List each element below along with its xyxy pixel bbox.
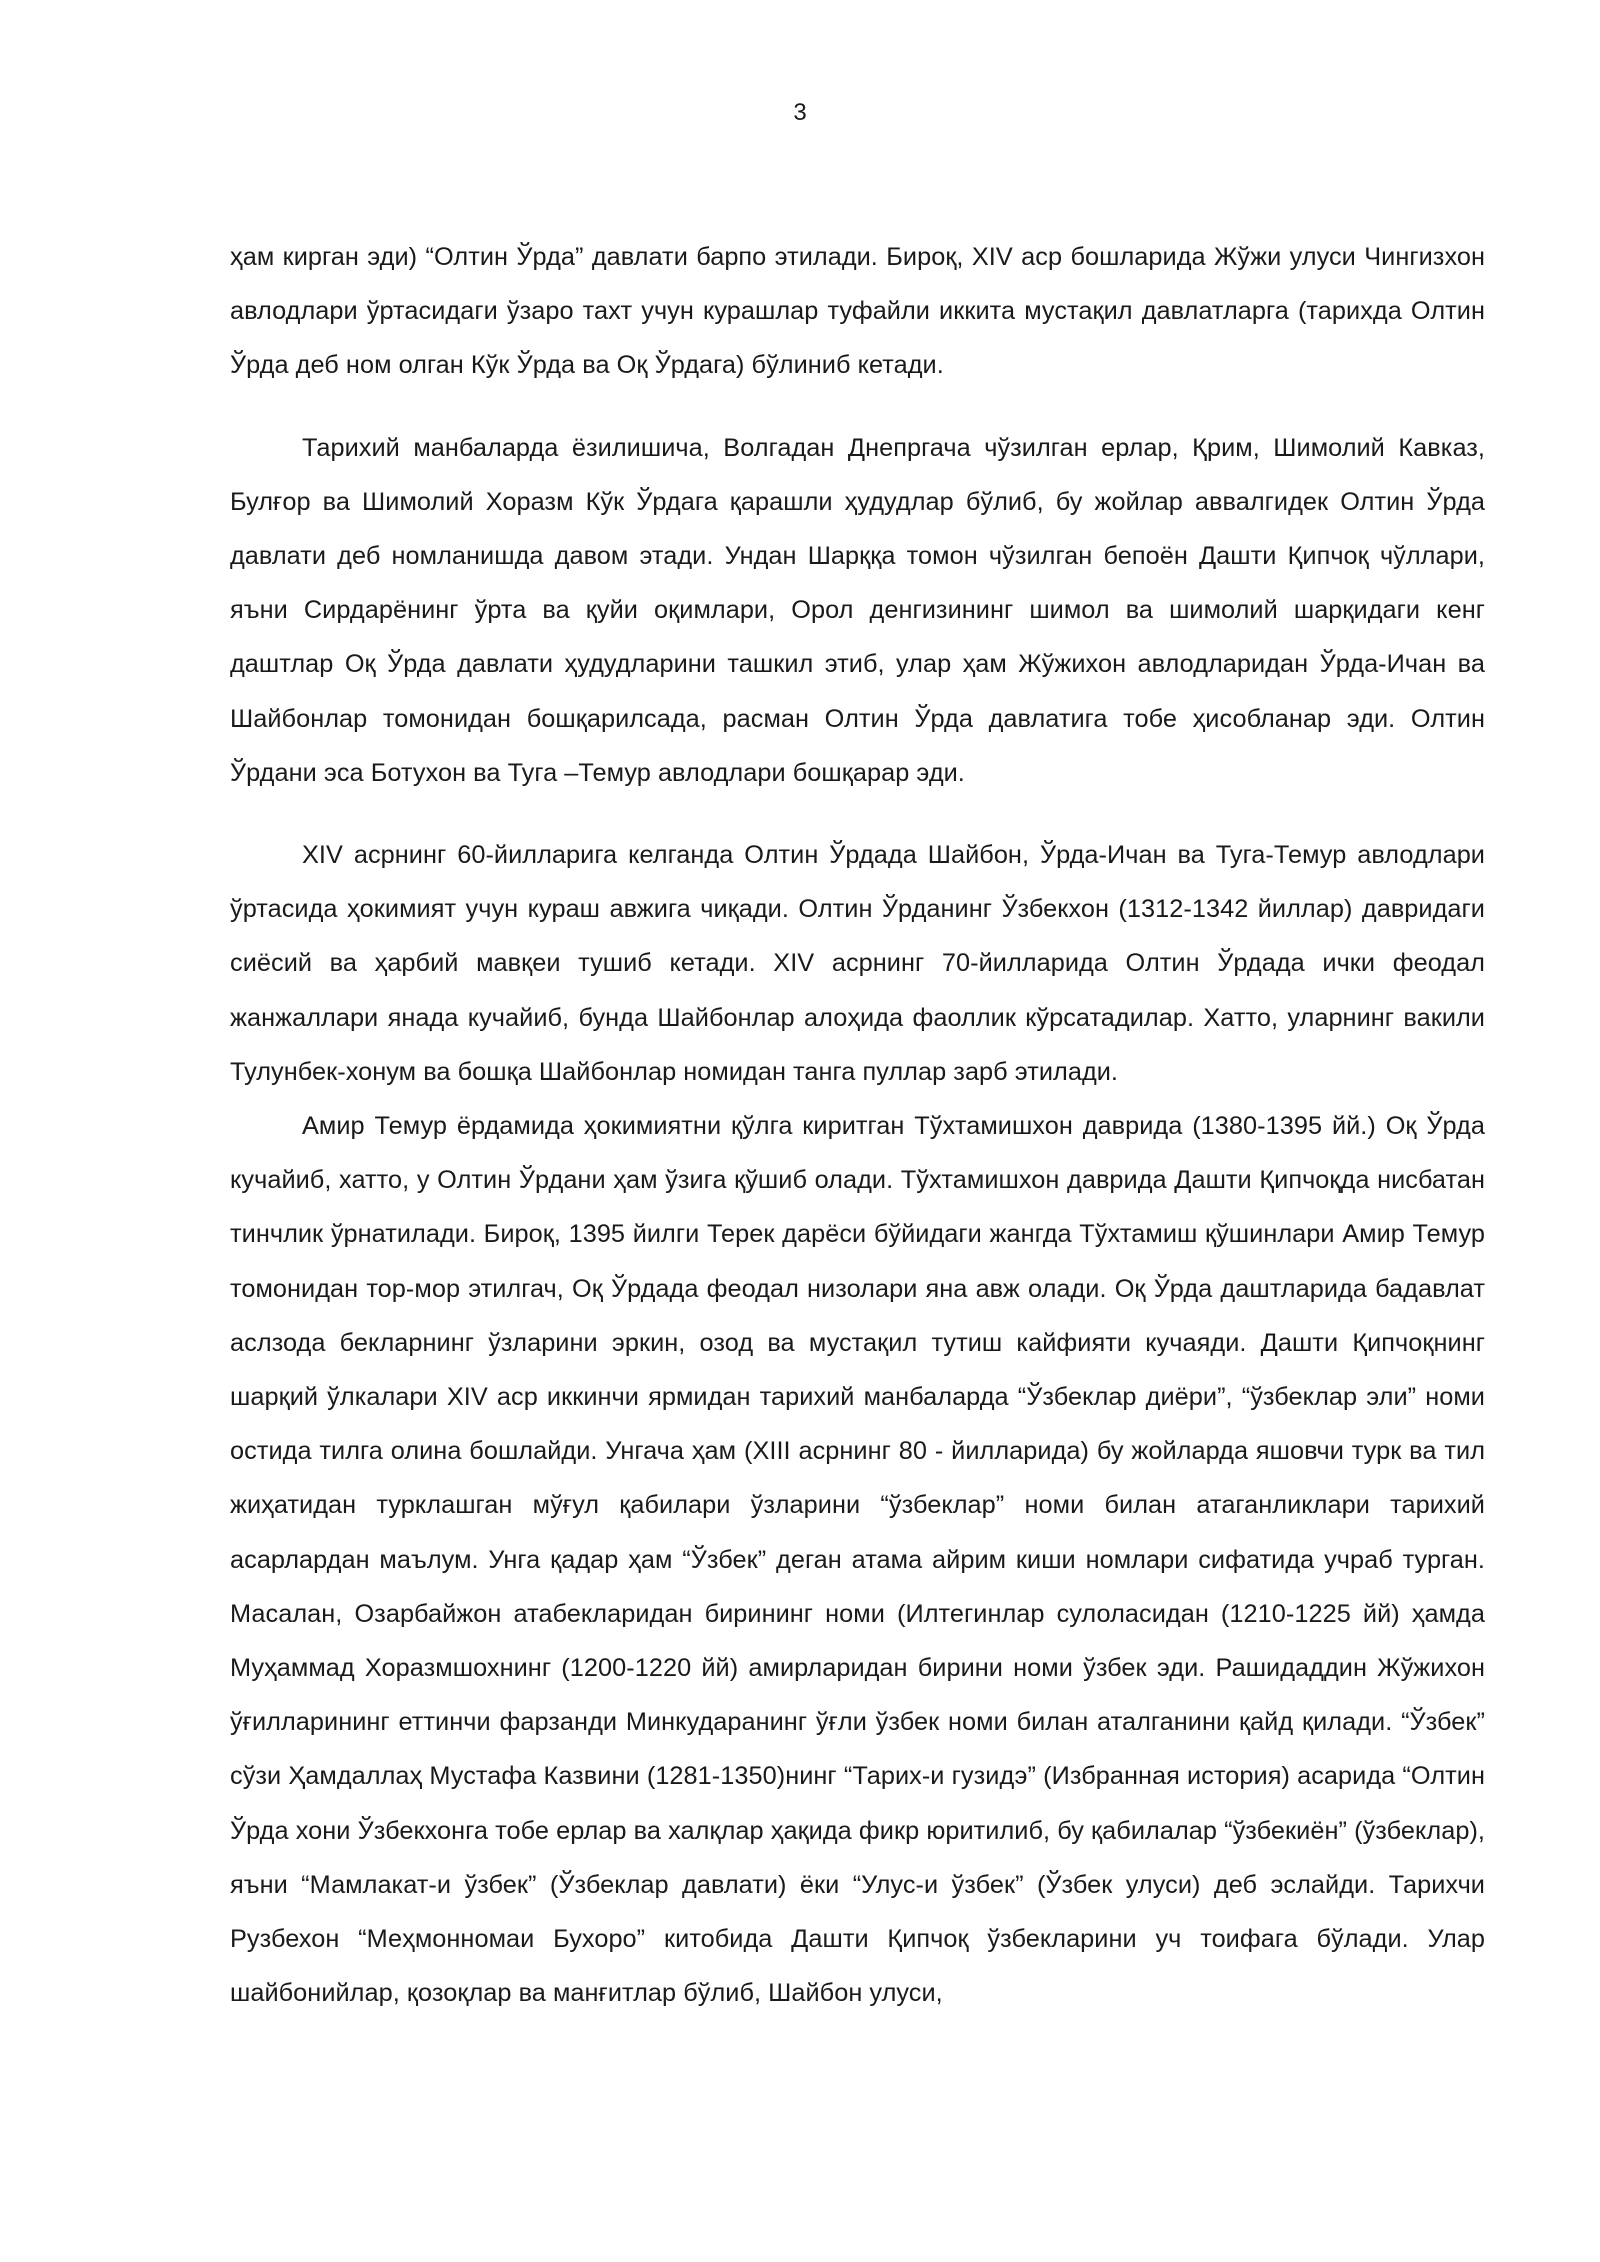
page-number: 3 <box>793 99 807 126</box>
document-body <box>230 230 1485 2021</box>
paragraph-spacer <box>230 800 1485 828</box>
paragraph-3: XIV асрнинг 60-йилларига келганда Олтин Ўрдада Шайбон, Ўрда-Ичан ва Туга-Темур авлодлари ўртасида ҳокимият учун кураш авжига чиқади. Олтин Ўрданинг Ўзбекхон (1312-1342 йиллар) давридаги сиёсий ва ҳарбий мавқеи тушиб кетади. XIV асрнинг 70-йилларида Олтин Ўрдада ички феодал жанжаллари янада кучайиб, бунда Шайбонлар алоҳида фаоллик кўрсатадилар. Хатто, уларнинг вакили Тулунбек-хонум ва бошқа Шайбонлар номидан танга пуллар зарб этилади. <box>230 841 1485 1086</box>
paragraph-2: Тарихий манбаларда ёзилишича, Волгадан Днепргача чўзилган ерлар, Қрим, Шимолий Кавказ, Булғор ва Шимолий Хоразм Кўк Ўрдага қарашли ҳудудлар бўлиб, бу жойлар аввалгидек Олтин Ўрда давлати деб номланишда давом этади. Ундан Шарққа томон чўзилган бепоён Дашти Қипчоқ чўллари, яъни Сирдарёнинг ўрта ва қуйи оқимлари, Орол денгизининг шимол ва шимолий шарқидаги кенг даштлар Оқ Ўрда давлати ҳудудларини ташкил этиб, улар ҳам Жўжихон авлодларидан Ўрда-Ичан ва Шайбонлар томонидан бошқарилсада, расман Олтин Ўрда давлатига тобе ҳисобланар эди. Олтин Ўрдани эса Ботухон ва Туга –Темур авлодлари бошқарар эди. <box>230 433 1485 787</box>
paragraph-4: Амир Темур ёрдамида ҳокимиятни қўлга киритган Тўхтамишхон даврида (1380-1395 йй.) Оқ Ўрда кучайиб, хатто, у Олтин Ўрдани ҳам ўзига қўшиб олади. Тўхтамишхон даврида Дашти Қипчоқда нисбатан тинчлик ўрнатилади. Бироқ, 1395 йилги Терек дарёси бўйидаги жангда Тўхтамиш қўшинлари Амир Темур томонидан тор-мор этилгач, Оқ Ўрдада феодал низолари яна авж олади. Оқ Ўрда даштларида бадавлат аслзода бекларнинг ўзларини эркин, озод ва мустақил тутиш кайфияти кучаяди. Дашти Қипчоқнинг шарқий ўлкалари XIV аср иккинчи ярмидан тарихий манбаларда “Ўзбеклар диёри”, “ўзбеклар эли” номи остида тилга олина бошлайди. Унгача ҳам (XIII асрнинг 80 - йилларида) бу жойларда яшовчи турк ва тил жиҳатидан турклашган мўғул қабилари ўзларини “ўзбеклар” номи билан атаганликлари тарихий асарлардан маълум. Унга қадар ҳам “Ўзбек” деган атама айрим киши номлари сифатида учраб турган. Масалан, Озарбайжон атабекларидан бирининг номи (Илтегинлар сулоласидан (1210-1225 йй) ҳамда Муҳаммад Хоразмшохнинг (1200-1220 йй) амирларидан бирини номи ўзбек эди. Рашидаддин Жўжихон ўғилларининг еттинчи фарзанди Минкударанинг ўғли ўзбек номи билан аталганини қайд қилади. “Ўзбек” сўзи Ҳамдаллаҳ Мустафа Казвини (1281-1350)нинг “Тарих-и гузидэ” (Избранная история) асарида “Олтин Ўрда хони Ўзбекхонга тобе ерлар ва халқлар ҳақида фикр юритилиб, бу қабилалар “ўзбекиён” (ўзбеклар), яъни “Мамлакат-и ўзбек” (Ўзбеклар давлати) ёки “Улус-и ўзбек” (Ўзбек улуси) деб эслайди. Тарихчи Рузбехон “Меҳмонномаи Бухоро” китобида Дашти Қипчоқ ўзбекларини уч тоифага бўлади. Улар шайбонийлар, қозоқлар ва манғитлар бўлиб, Шайбон улуси, <box>230 1112 1485 2008</box>
paragraph-spacer <box>230 393 1485 421</box>
paragraph-1: ҳам кирган эди) “Олтин Ўрда” давлати барпо этилади. Бироқ, XIV аср бошларида Жўжи улуси Чингизхон авлодлари ўртасидаги ўзаро тахт учун курашлар туфайли иккита мустақил давлатларга (тарихда Олтин Ўрда деб ном олган Кўк Ўрда ва Оқ Ўрдага) бўлиниб кетади. <box>230 243 1485 380</box>
